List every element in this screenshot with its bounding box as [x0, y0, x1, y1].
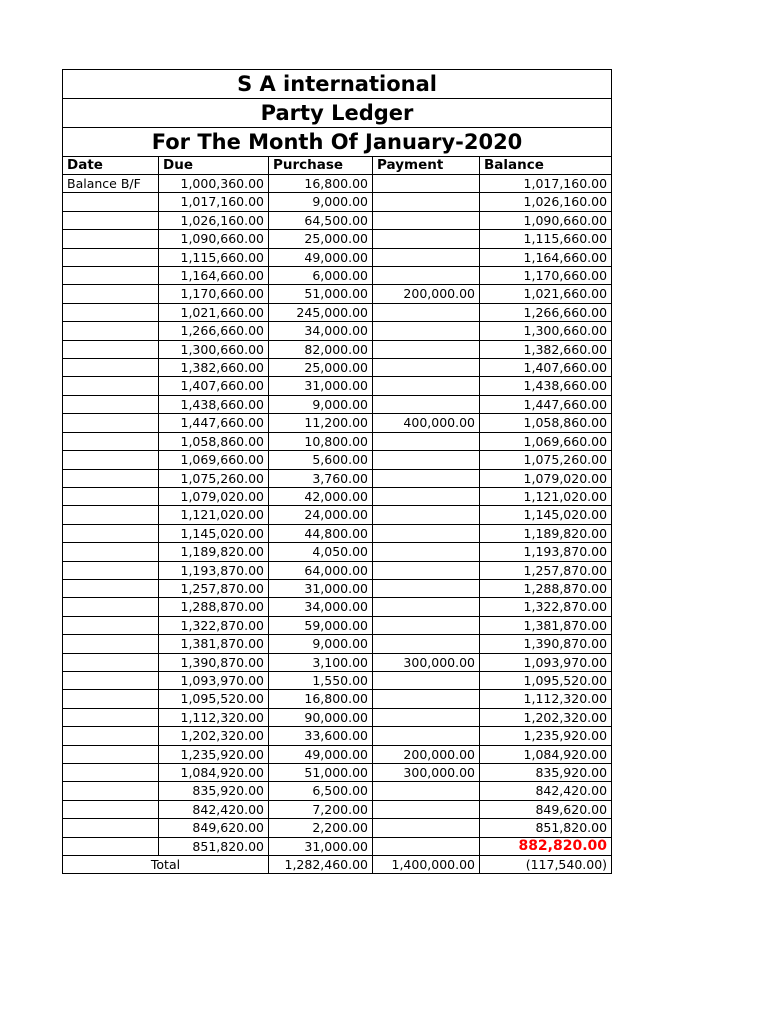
- cell-purchase: 42,000.00: [269, 487, 373, 505]
- cell-purchase: 31,000.00: [269, 579, 373, 597]
- cell-date: [63, 248, 159, 266]
- cell-purchase: 6,000.00: [269, 267, 373, 285]
- cell-balance: 1,058,860.00: [480, 414, 612, 432]
- table-row: [63, 432, 612, 450]
- cell-purchase: 64,500.00: [269, 211, 373, 229]
- cell-due: 1,235,920.00: [159, 745, 269, 763]
- cell-payment: [373, 671, 480, 689]
- table-row: [63, 524, 612, 542]
- table-row: [63, 708, 612, 726]
- cell-date: [63, 506, 159, 524]
- cell-date: [63, 340, 159, 358]
- cell-purchase: 6,500.00: [269, 782, 373, 800]
- report-period-row: [63, 128, 612, 157]
- cell-payment: [373, 579, 480, 597]
- total-label: Total: [63, 856, 269, 874]
- cell-due: 851,820.00: [159, 837, 269, 855]
- cell-due: 1,382,660.00: [159, 359, 269, 377]
- cell-payment: [373, 395, 480, 413]
- cell-due: 1,407,660.00: [159, 377, 269, 395]
- table-row: [63, 230, 612, 248]
- cell-balance: 1,266,660.00: [480, 303, 612, 321]
- cell-payment: [373, 524, 480, 542]
- cell-due: 1,115,660.00: [159, 248, 269, 266]
- cell-purchase: 16,800.00: [269, 175, 373, 193]
- cell-date: [63, 727, 159, 745]
- cell-payment: [373, 543, 480, 561]
- cell-balance: 1,121,020.00: [480, 487, 612, 505]
- table-row: [63, 267, 612, 285]
- cell-balance: 1,438,660.00: [480, 377, 612, 395]
- cell-due: 1,121,020.00: [159, 506, 269, 524]
- cell-due: 1,438,660.00: [159, 395, 269, 413]
- cell-date: [63, 469, 159, 487]
- cell-payment: 400,000.00: [373, 414, 480, 432]
- table-row: [63, 340, 612, 358]
- cell-due: 1,090,660.00: [159, 230, 269, 248]
- cell-balance: 1,095,520.00: [480, 671, 612, 689]
- cell-payment: [373, 561, 480, 579]
- cell-due: 1,058,860.00: [159, 432, 269, 450]
- cell-date: [63, 745, 159, 763]
- cell-payment: [373, 432, 480, 450]
- cell-balance: 1,235,920.00: [480, 727, 612, 745]
- cell-purchase: 7,200.00: [269, 800, 373, 818]
- cell-payment: [373, 469, 480, 487]
- cell-date: [63, 359, 159, 377]
- cell-payment: [373, 377, 480, 395]
- cell-balance: 1,084,920.00: [480, 745, 612, 763]
- cell-payment: [373, 800, 480, 818]
- cell-payment: [373, 708, 480, 726]
- cell-date: [63, 193, 159, 211]
- cell-due: 1,017,160.00: [159, 193, 269, 211]
- cell-payment: [373, 782, 480, 800]
- cell-purchase: 9,000.00: [269, 635, 373, 653]
- cell-balance: 1,447,660.00: [480, 395, 612, 413]
- cell-payment: [373, 211, 480, 229]
- cell-balance: 1,075,260.00: [480, 451, 612, 469]
- cell-balance: 842,420.00: [480, 782, 612, 800]
- table-row: [63, 414, 612, 432]
- cell-purchase: 24,000.00: [269, 506, 373, 524]
- cell-payment: 300,000.00: [373, 764, 480, 782]
- cell-date: [63, 819, 159, 837]
- column-header-date: Date: [63, 157, 159, 175]
- cell-due: 1,202,320.00: [159, 727, 269, 745]
- cell-payment: [373, 819, 480, 837]
- cell-date: [63, 708, 159, 726]
- cell-due: 1,093,970.00: [159, 671, 269, 689]
- cell-due: 1,112,320.00: [159, 708, 269, 726]
- column-header-purchase: Purchase: [269, 157, 373, 175]
- cell-balance: 1,193,870.00: [480, 543, 612, 561]
- cell-due: 1,390,870.00: [159, 653, 269, 671]
- cell-balance: 1,021,660.00: [480, 285, 612, 303]
- cell-date: [63, 653, 159, 671]
- cell-due: 1,189,820.00: [159, 543, 269, 561]
- cell-balance: 1,026,160.00: [480, 193, 612, 211]
- table-row: [63, 800, 612, 818]
- table-row: [63, 377, 612, 395]
- cell-balance: 1,407,660.00: [480, 359, 612, 377]
- table-row: [63, 175, 612, 193]
- cell-due: 1,084,920.00: [159, 764, 269, 782]
- cell-payment: [373, 616, 480, 634]
- cell-payment: [373, 267, 480, 285]
- cell-date: [63, 690, 159, 708]
- cell-date: [63, 432, 159, 450]
- cell-due: 1,075,260.00: [159, 469, 269, 487]
- cell-payment: [373, 451, 480, 469]
- cell-purchase: 25,000.00: [269, 359, 373, 377]
- cell-balance: 1,093,970.00: [480, 653, 612, 671]
- cell-due: 835,920.00: [159, 782, 269, 800]
- report-period: For The Month Of January-2020: [63, 128, 612, 157]
- cell-payment: [373, 193, 480, 211]
- cell-purchase: 90,000.00: [269, 708, 373, 726]
- total-payment: 1,400,000.00: [373, 856, 480, 874]
- cell-due: 1,000,360.00: [159, 175, 269, 193]
- cell-payment: 200,000.00: [373, 745, 480, 763]
- cell-payment: 300,000.00: [373, 653, 480, 671]
- company-name-row: [63, 70, 612, 99]
- table-row: [63, 487, 612, 505]
- column-header-row: [63, 157, 612, 175]
- cell-purchase: 34,000.00: [269, 598, 373, 616]
- cell-due: 1,288,870.00: [159, 598, 269, 616]
- report-title: Party Ledger: [63, 99, 612, 128]
- cell-date: [63, 267, 159, 285]
- cell-due: 1,095,520.00: [159, 690, 269, 708]
- cell-balance: 1,257,870.00: [480, 561, 612, 579]
- cell-payment: [373, 303, 480, 321]
- cell-balance: 1,390,870.00: [480, 635, 612, 653]
- table-row: [63, 598, 612, 616]
- cell-balance: 1,115,660.00: [480, 230, 612, 248]
- cell-payment: [373, 506, 480, 524]
- report-title-row: [63, 99, 612, 128]
- cell-purchase: 4,050.00: [269, 543, 373, 561]
- cell-purchase: 5,600.00: [269, 451, 373, 469]
- cell-balance: 1,202,320.00: [480, 708, 612, 726]
- cell-balance: 1,382,660.00: [480, 340, 612, 358]
- cell-purchase: 1,550.00: [269, 671, 373, 689]
- cell-payment: 200,000.00: [373, 285, 480, 303]
- table-row: [63, 579, 612, 597]
- cell-date: [63, 635, 159, 653]
- cell-due: 1,026,160.00: [159, 211, 269, 229]
- cell-purchase: 33,600.00: [269, 727, 373, 745]
- table-row: [63, 395, 612, 413]
- cell-balance: 1,300,660.00: [480, 322, 612, 340]
- cell-date: [63, 487, 159, 505]
- cell-date: Balance B/F: [63, 175, 159, 193]
- table-row: [63, 635, 612, 653]
- closing-balance-cell: 882,820.00: [480, 837, 612, 855]
- cell-date: [63, 230, 159, 248]
- cell-balance: 1,322,870.00: [480, 598, 612, 616]
- cell-due: 1,322,870.00: [159, 616, 269, 634]
- cell-date: [63, 303, 159, 321]
- table-row: [63, 543, 612, 561]
- cell-payment: [373, 175, 480, 193]
- cell-payment: [373, 359, 480, 377]
- cell-due: 1,164,660.00: [159, 267, 269, 285]
- cell-date: [63, 285, 159, 303]
- cell-purchase: 31,000.00: [269, 377, 373, 395]
- cell-due: 1,193,870.00: [159, 561, 269, 579]
- cell-balance: 1,069,660.00: [480, 432, 612, 450]
- cell-balance: 1,164,660.00: [480, 248, 612, 266]
- cell-date: [63, 598, 159, 616]
- cell-purchase: 51,000.00: [269, 285, 373, 303]
- cell-due: 1,145,020.00: [159, 524, 269, 542]
- cell-purchase: 34,000.00: [269, 322, 373, 340]
- cell-date: [63, 561, 159, 579]
- cell-purchase: 3,100.00: [269, 653, 373, 671]
- cell-payment: [373, 487, 480, 505]
- cell-purchase: 3,760.00: [269, 469, 373, 487]
- table-row: [63, 727, 612, 745]
- total-balance: (117,540.00): [480, 856, 612, 874]
- cell-date: [63, 543, 159, 561]
- table-row: [63, 690, 612, 708]
- cell-purchase: 11,200.00: [269, 414, 373, 432]
- cell-due: 842,420.00: [159, 800, 269, 818]
- cell-purchase: 16,800.00: [269, 690, 373, 708]
- cell-balance: 1,112,320.00: [480, 690, 612, 708]
- cell-purchase: 2,200.00: [269, 819, 373, 837]
- cell-balance: 835,920.00: [480, 764, 612, 782]
- cell-date: [63, 451, 159, 469]
- table-row: [63, 248, 612, 266]
- cell-date: [63, 414, 159, 432]
- cell-due: 1,266,660.00: [159, 322, 269, 340]
- table-row: [63, 671, 612, 689]
- cell-date: [63, 671, 159, 689]
- column-header-due: Due: [159, 157, 269, 175]
- cell-purchase: 51,000.00: [269, 764, 373, 782]
- cell-purchase: 64,000.00: [269, 561, 373, 579]
- table-row: [63, 819, 612, 837]
- cell-balance: 849,620.00: [480, 800, 612, 818]
- total-row: [63, 856, 612, 874]
- table-row: [63, 211, 612, 229]
- table-row: [63, 782, 612, 800]
- cell-date: [63, 579, 159, 597]
- cell-balance: 1,170,660.00: [480, 267, 612, 285]
- cell-balance: 1,145,020.00: [480, 506, 612, 524]
- table-row: [63, 359, 612, 377]
- cell-balance: 1,288,870.00: [480, 579, 612, 597]
- cell-purchase: 10,800.00: [269, 432, 373, 450]
- cell-date: [63, 837, 159, 855]
- table-row: [63, 469, 612, 487]
- cell-balance: 1,017,160.00: [480, 175, 612, 193]
- cell-due: 1,021,660.00: [159, 303, 269, 321]
- cell-due: 1,170,660.00: [159, 285, 269, 303]
- cell-date: [63, 764, 159, 782]
- cell-payment: [373, 837, 480, 855]
- cell-purchase: 49,000.00: [269, 248, 373, 266]
- cell-balance: 1,381,870.00: [480, 616, 612, 634]
- cell-date: [63, 211, 159, 229]
- cell-due: 849,620.00: [159, 819, 269, 837]
- cell-due: 1,447,660.00: [159, 414, 269, 432]
- cell-balance: 851,820.00: [480, 819, 612, 837]
- table-row: [63, 451, 612, 469]
- table-row: [63, 303, 612, 321]
- cell-date: [63, 616, 159, 634]
- table-row: [63, 837, 612, 855]
- cell-due: 1,079,020.00: [159, 487, 269, 505]
- cell-date: [63, 322, 159, 340]
- cell-balance: 1,079,020.00: [480, 469, 612, 487]
- cell-purchase: 245,000.00: [269, 303, 373, 321]
- table-row: [63, 322, 612, 340]
- cell-payment: [373, 727, 480, 745]
- party-ledger-table: [62, 69, 612, 874]
- cell-payment: [373, 340, 480, 358]
- table-row: [63, 616, 612, 634]
- cell-payment: [373, 690, 480, 708]
- cell-payment: [373, 322, 480, 340]
- table-row: [63, 745, 612, 763]
- company-name: S A international: [63, 70, 612, 99]
- column-header-payment: Payment: [373, 157, 480, 175]
- cell-date: [63, 377, 159, 395]
- cell-payment: [373, 230, 480, 248]
- column-header-balance: Balance: [480, 157, 612, 175]
- cell-due: 1,381,870.00: [159, 635, 269, 653]
- cell-purchase: 82,000.00: [269, 340, 373, 358]
- table-row: [63, 285, 612, 303]
- cell-date: [63, 524, 159, 542]
- table-row: [63, 764, 612, 782]
- cell-purchase: 49,000.00: [269, 745, 373, 763]
- cell-date: [63, 782, 159, 800]
- cell-due: 1,300,660.00: [159, 340, 269, 358]
- cell-date: [63, 395, 159, 413]
- table-row: [63, 506, 612, 524]
- cell-purchase: 31,000.00: [269, 837, 373, 855]
- table-row: [63, 193, 612, 211]
- cell-purchase: 59,000.00: [269, 616, 373, 634]
- cell-payment: [373, 598, 480, 616]
- cell-due: 1,257,870.00: [159, 579, 269, 597]
- cell-purchase: 9,000.00: [269, 395, 373, 413]
- cell-purchase: 9,000.00: [269, 193, 373, 211]
- cell-purchase: 25,000.00: [269, 230, 373, 248]
- cell-due: 1,069,660.00: [159, 451, 269, 469]
- table-row: [63, 653, 612, 671]
- cell-purchase: 44,800.00: [269, 524, 373, 542]
- cell-balance: 1,090,660.00: [480, 211, 612, 229]
- cell-date: [63, 800, 159, 818]
- cell-payment: [373, 635, 480, 653]
- cell-payment: [373, 248, 480, 266]
- cell-balance: 1,189,820.00: [480, 524, 612, 542]
- total-purchase: 1,282,460.00: [269, 856, 373, 874]
- table-row: [63, 561, 612, 579]
